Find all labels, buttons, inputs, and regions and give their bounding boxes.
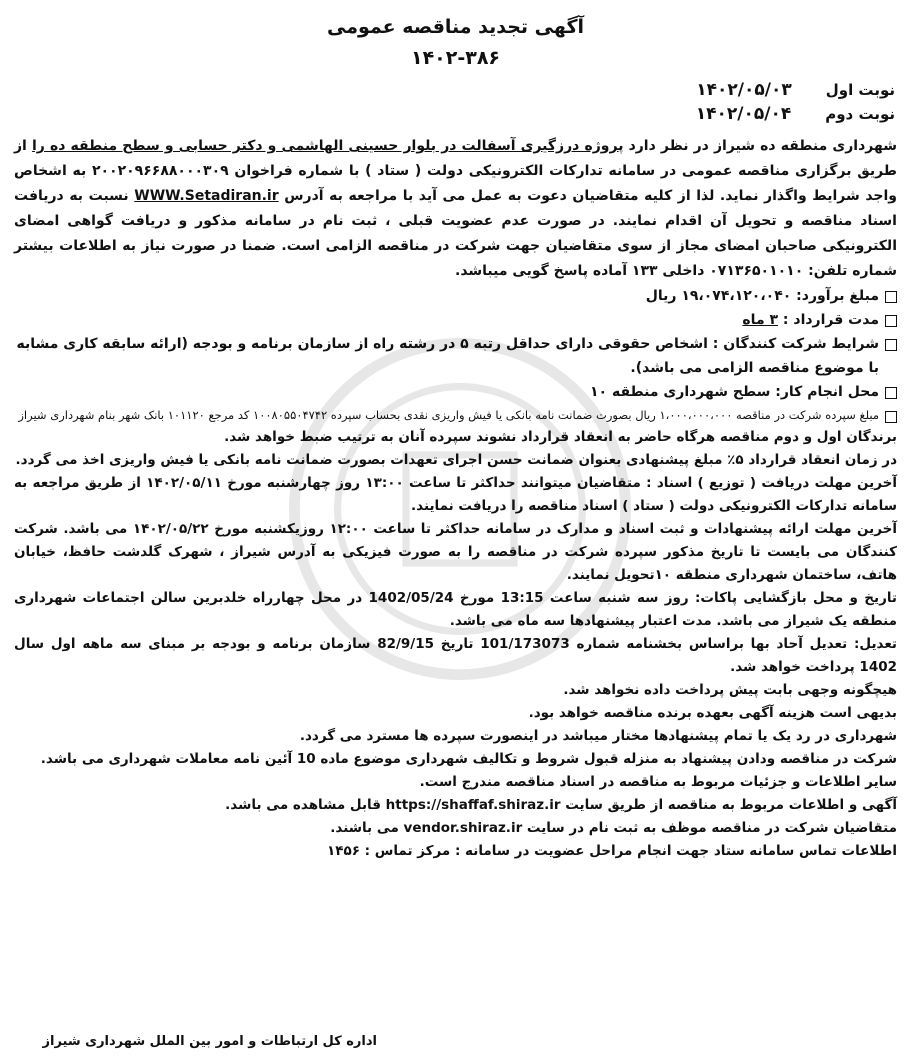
duration-label: مدت قرارداد : — [778, 312, 879, 328]
checkbox-bullet-icon — [885, 291, 897, 303]
date-label: نوبت دوم — [825, 105, 895, 123]
condition-paragraph: آخرین مهلت ارائه پیشنهادات و ثبت اسناد و مدارک در سامانه حداکثر تا ساعت ۱۲:۰۰ روزیکشنبه مورخ ۱۴۰۲/۰۵/۲۲ می باشد. شرکت کنندگان می بایست تا تاریخ مذکور سپرده شرکت در مناقصه را به صورت فیزیکی به آدرس شیراز ، شهرک گلدشت حافظ، خیابان هاتف، ساختمان شهرداری منطقه ۱۰تحویل نمایند. — [14, 521, 897, 583]
condition-paragraph: تعدیل: تعدیل آحاد بها براساس بخشنامه شماره 101/173073 تاریخ 82/9/15 سازمان برنامه و بودجه بر مبنای سه ماهه اول سال 1402 پرداخت خواهد شد. — [14, 636, 898, 675]
condition-paragraph: در زمان انعقاد قرارداد ۵٪ مبلغ پیشنهادی بعنوان ضمانت حسن اجرای تعهدات بصورت ضمانت نامه بانکی یا فیش واریزی اخذ می گردد. — [15, 452, 897, 468]
condition-paragraph: بدیهی است هزینه آگهی بعهده برنده مناقصه خواهد بود. — [528, 705, 897, 721]
date-value: ۱۴۰۲/۰۵/۰۳ — [696, 80, 792, 100]
condition-paragraph: اطلاعات تماس سامانه ستاد جهت انجام مراحل عضویت در سامانه : مرکز تماس : ۱۴۵۶ — [326, 843, 897, 859]
intro-paragraph — [14, 134, 897, 284]
duration-value: ۳ ماه — [742, 312, 779, 328]
deposit-text: مبلغ سپرده شرکت در مناقصه ۱،۰۰۰،۰۰۰،۰۰۰ ریال بصورت ضمانت نامه بانکی یا فیش واریزی نقدی بحساب سپرده ۱۰۰۸۰۵۵۰۴۷۴۲ کد مرجع ۱۰۱۱۲۰ بانک شهر بنام شهرداری شیراز — [18, 408, 879, 422]
project-title: پروژه درزگیری آسفالت در بلوار حسینی الهاشمی و دکتر حسابی و سطح منطقه ده را — [31, 138, 624, 154]
publication-dates — [14, 78, 897, 126]
condition-paragraph: هیچگونه وجهی بابت پیش پرداخت داده نخواهد شد. — [563, 682, 897, 698]
issuer-signature: اداره کل ارتباطات و امور بین الملل شهرداری شیراز — [42, 1034, 377, 1049]
checkbox-bullet-icon — [885, 339, 897, 351]
conditions-list — [14, 426, 897, 863]
checkbox-bullet-icon — [885, 387, 897, 399]
location-item — [14, 380, 897, 404]
first-publication — [14, 78, 895, 102]
condition-paragraph: تاریخ و محل بازگشایی پاکات: روز سه شنبه ساعت 13:15 مورخ 1402/05/24 در محل چهارراه خلدبرین سالن اجتماعات شهرداری منطقه یک شیراز می باشد. مدت اعتبار پیشنهادها سه ماه می باشد. — [14, 590, 897, 629]
intro-text: از طریق برگزاری مناقصه عمومی در سامانه تدارکات الکترونیکی دولت ( ستاد ) با شماره فراخوان ۲۰۰۲۰۹۶۶۸۸۰۰۰۳۰۹ به اشخاص واجد شرایط واگذار نماید. لذا از کلیه متقاضیان دعوت به عمل می آید با مراجعه به آدرس — [14, 138, 897, 204]
condition-paragraph: متقاضیان شرکت در مناقصه موظف به ثبت نام در سایت vendor.shiraz.ir می باشند. — [330, 820, 897, 836]
conditions-item — [14, 332, 897, 380]
intro-text: شهرداری منطقه ده شیراز در نظر دارد — [623, 138, 898, 154]
condition-paragraph: سایر اطلاعات و جزئیات مربوط به مناقصه در اسناد مناقصه مندرج است. — [419, 774, 897, 790]
condition-paragraph: آخرین مهلت دریافت ( توزیع ) اسناد : متقاضیان میتوانند حداکثر تا ساعت ۱۳:۰۰ روز چهارشنبه مورخ ۱۴۰۲/۰۵/۱۱ از طریق مراجعه به سامانه تدارکات الکترونیکی دولت ( ستاد ) اسناد مناقصه را دریافت نمایند. — [14, 475, 897, 514]
estimate-item — [14, 284, 897, 308]
checkbox-bullet-icon — [885, 411, 897, 423]
condition-paragraph: برندگان اول و دوم مناقصه هرگاه حاضر به انعقاد قرارداد نشوند سپرده آنان به ترتیب ضبط خواهد شد. — [224, 429, 897, 445]
date-label: نوبت اول — [825, 81, 895, 99]
location-text: محل انجام کار: سطح شهرداری منطقه ۱۰ — [590, 384, 879, 400]
condition-paragraph: شرکت در مناقصه ودادن پیشنهاد به منزله قبول شروط و تکالیف شهرداری موضوع ماده 10 آئین نامه معاملات شهرداری می باشد. — [40, 751, 897, 767]
duration-item — [14, 308, 897, 332]
second-publication — [14, 102, 895, 126]
condition-paragraph: شهرداری در رد یک یا تمام پیشنهادها مختار میباشد در اینصورت سپرده ها مسترد می گردد. — [299, 728, 897, 744]
condition-paragraph: آگهی و اطلاعات مربوط به مناقصه از طریق سایت https://shaffaf.shiraz.ir قابل مشاهده می باشد. — [225, 797, 897, 813]
estimate-text: مبلغ برآورد: ۱۹،۰۷۴،۱۲۰،۰۴۰ ریال — [645, 288, 879, 304]
deposit-item — [14, 404, 897, 426]
notice-title: آگهی تجدید مناقصه عمومی — [326, 16, 585, 38]
checkbox-bullet-icon — [885, 315, 897, 327]
notice-number: ۱۴۰۲-۳۸۶ — [410, 47, 501, 69]
setadiran-link[interactable]: WWW.Setadiran.ir — [134, 188, 279, 204]
tender-notice — [0, 14, 907, 1059]
intro-text: نسبت به دریافت اسناد مناقصه و تحویل آن اقدام نمایند. در صورت عدم عضویت قبلی ، ثبت نام در سامانه مذکور و دریافت گواهی امضای الکترونیکی صاحبان امضای مجاز از سوی متقاضیان جهت شرکت در مناقصه الزامی است. ضمنا در صورت نیاز به اطلاعات بیشتر شماره تلفن: ۰۷۱۳۶۵۰۱۰۱۰ داخلی ۱۳۳ آماده پاسخ گویی میباشد. — [14, 188, 897, 279]
conditions-text: شرایط شرکت کنندگان : اشخاص حقوقی دارای حداقل رتبه ۵ در رشته راه از سازمان برنامه و بودجه (ارائه سابقه کاری مشابه با موضوع مناقصه الزامی می باشد). — [16, 336, 879, 376]
date-value: ۱۴۰۲/۰۵/۰۴ — [695, 104, 792, 124]
